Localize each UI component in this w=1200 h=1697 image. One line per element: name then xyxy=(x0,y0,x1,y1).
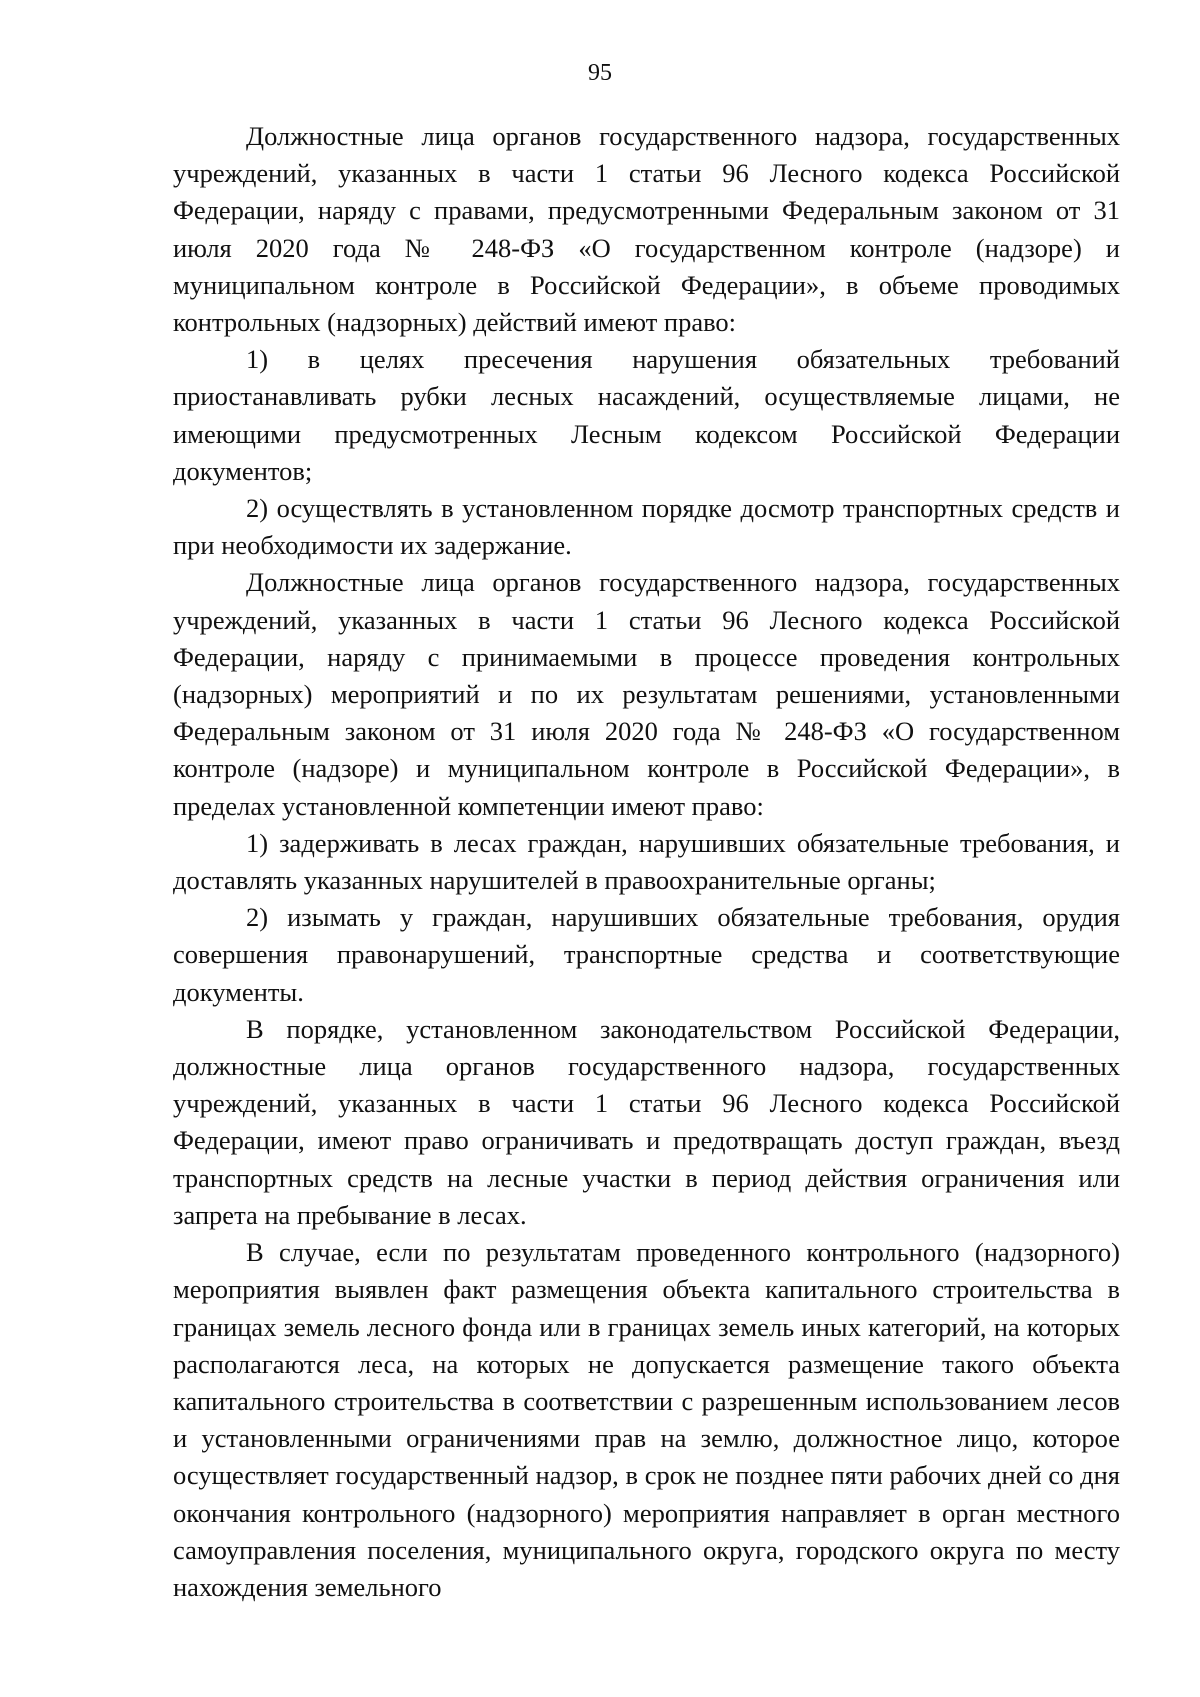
document-body xyxy=(173,118,1120,1606)
page-number: 95 xyxy=(588,60,612,86)
paragraph-item-vehicle-inspection: 2) осуществлять в установленном порядке досмотр транспортных средств и при необходимости их задержание. xyxy=(173,493,1120,561)
paragraph-item-suspend-felling: 1) в целях пресечения нарушения обязательных требований приостанавливать рубки лесных насаждений, осуществляемые лицами, не имеющими предусмотренных Лесным кодексом Российской Федерации документов; xyxy=(173,344,1120,486)
paragraph-item-seize-tools: 2) изымать у граждан, нарушивших обязательные требования, орудия совершения правонарушений, транспортные средства и соответствующие документы. xyxy=(173,902,1120,1007)
paragraph-inspectors-decisions-intro: Должностные лица органов государственного надзора, государственных учреждений, указанных в части 1 статьи 96 Лесного кодекса Российской Федерации, наряду с принимаемыми в процессе проведения контрольных (надзорных) мероприятий и по их результатам решениями, установленными Федеральным законом от 31 июля 2020 года № 248-ФЗ «О государственном контроле (надзоре) и муниципальном контроле в Российской Федерации», в пределах установленной компетенции имеют право: xyxy=(173,567,1120,821)
paragraph-restrict-access: В порядке, установленном законодательством Российской Федерации, должностные лица органов государственного надзора, государственных учреждений, указанных в части 1 статьи 96 Лесного кодекса Российской Федерации, имеют право ограничивать и предотвращать доступ граждан, въезд транспортных средств на лесные участки в период действия ограничения или запрета на пребывание в лесах. xyxy=(173,1013,1120,1230)
paragraph-item-detain-citizens: 1) задерживать в лесах граждан, нарушивших обязательные требования, и доставлять указанных нарушителей в правоохранительные органы; xyxy=(173,827,1120,896)
paragraph-capital-construction: В случае, если по результатам проведенного контрольного (надзорного) мероприятия выявлен факт размещения объекта капитального строительства в границах земель лесного фонда или в границах земель иных категорий, на которых располагаются леса, на которых не допускается размещение такого объекта капитального строительства в соответствии с разрешенным использованием лесов и установленными ограничениями прав на землю, должностное лицо, которое осуществляет государственный надзор, в срок не позднее пяти рабочих дней со дня окончания контрольного (надзорного) мероприятия направляет в орган местного самоуправления поселения, муниципального округа, городского округа по месту нахождения земельного xyxy=(173,1237,1120,1602)
paragraph-inspectors-rights-intro: Должностные лица органов государственного надзора, государственных учреждений, указанных в части 1 статьи 96 Лесного кодекса Российской Федерации, наряду с правами, предусмотренными Федеральным законом от 31 июля 2020 года № 248-ФЗ «О государственном контроле (надзоре) и муниципальном контроле в Российской Федерации», в объеме проводимых контрольных (надзорных) действий имеют право: xyxy=(173,121,1120,338)
